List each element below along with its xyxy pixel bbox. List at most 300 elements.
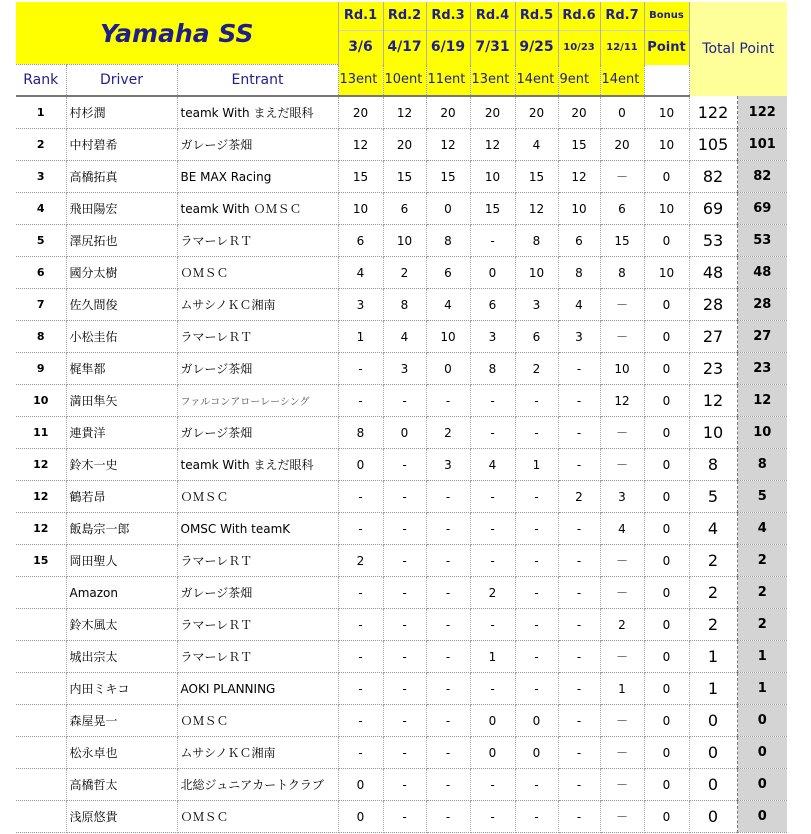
- adjusted-total-cell: 1: [737, 673, 787, 705]
- round-5-points-cell: -: [515, 545, 558, 577]
- round-1-points-cell: 15: [338, 161, 383, 193]
- round-2-points-cell: 10: [383, 225, 426, 257]
- bonus-cell: 10: [644, 257, 689, 289]
- round-1-points-cell: -: [338, 353, 383, 385]
- driver-cell: 高橋哲太: [66, 769, 177, 801]
- round-4-points-cell: -: [470, 385, 515, 417]
- entrant-cell: ガレージ茶畑: [177, 417, 338, 449]
- entrant-cell: ＯＭＳＣ: [177, 257, 338, 289]
- round-4-entries: 13ent: [470, 65, 515, 97]
- rank-cell: 4: [16, 193, 66, 225]
- round-2-points-cell: -: [383, 449, 426, 481]
- rank-cell: 3: [16, 161, 66, 193]
- round-5-points-cell: -: [515, 641, 558, 673]
- entrant-cell: BE MAX Racing: [177, 161, 338, 193]
- adjusted-total-cell: 12: [737, 385, 787, 417]
- round-4-points-cell: 8: [470, 353, 515, 385]
- round-2-points-cell: -: [383, 801, 426, 833]
- rank-cell: 11: [16, 417, 66, 449]
- bonus-cell: 0: [644, 481, 689, 513]
- table-row: [16, 545, 787, 577]
- round-6-points-cell: 6: [558, 225, 600, 257]
- bonus-header: Bonus Point: [644, 2, 689, 65]
- round-7-points-cell: 12: [600, 385, 644, 417]
- round-2-points-cell: 3: [383, 353, 426, 385]
- round-1-points-cell: -: [338, 737, 383, 769]
- driver-cell: 鈴木一史: [66, 449, 177, 481]
- round-1-points-cell: 2: [338, 545, 383, 577]
- table-row: [16, 609, 787, 641]
- table-row: [16, 577, 787, 609]
- round-7-points-cell: 1: [600, 673, 644, 705]
- round-4-points-cell: 0: [470, 257, 515, 289]
- round-3-points-cell: 3: [426, 449, 470, 481]
- round-4-points-cell: 6: [470, 289, 515, 321]
- rank-cell: 1: [16, 96, 66, 129]
- round-4-points-cell: -: [470, 225, 515, 257]
- round-2-points-cell: -: [383, 673, 426, 705]
- round-4-points-cell: 10: [470, 161, 515, 193]
- round-2-points-cell: -: [383, 737, 426, 769]
- round-2-points-cell: 20: [383, 129, 426, 161]
- round-4-points-cell: -: [470, 609, 515, 641]
- total-cell: 10: [689, 417, 737, 449]
- round-1-points-cell: 4: [338, 257, 383, 289]
- adjusted-total-cell: 2: [737, 609, 787, 641]
- rank-cell: [16, 737, 66, 769]
- entrant-cell: ガレージ茶畑: [177, 129, 338, 161]
- table-row: [16, 161, 787, 193]
- round-2-points-cell: 0: [383, 417, 426, 449]
- adjusted-total-cell: 122: [737, 96, 787, 129]
- entrant-cell: ムサシノＫＣ湘南: [177, 289, 338, 321]
- round-5-points-cell: 8: [515, 225, 558, 257]
- rank-cell: 15: [16, 545, 66, 577]
- round-7-points-cell: 6: [600, 193, 644, 225]
- table-row: [16, 481, 787, 513]
- round-5-points-cell: 2: [515, 353, 558, 385]
- round-5-points-cell: 20: [515, 96, 558, 129]
- adjusted-total-cell: 4: [737, 513, 787, 545]
- round-6-header: Rd.6 10/23: [558, 2, 600, 65]
- total-cell: 2: [689, 577, 737, 609]
- round-7-points-cell: －: [600, 161, 644, 193]
- round-4-points-cell: -: [470, 513, 515, 545]
- round-3-points-cell: -: [426, 705, 470, 737]
- round-6-points-cell: -: [558, 609, 600, 641]
- round-4-points-cell: -: [470, 769, 515, 801]
- round-6-points-cell: -: [558, 577, 600, 609]
- round-3-points-cell: -: [426, 609, 470, 641]
- adjusted-total-cell: 27: [737, 321, 787, 353]
- driver-cell: 飛田陽宏: [66, 193, 177, 225]
- bonus-cell: 0: [644, 545, 689, 577]
- round-1-points-cell: -: [338, 577, 383, 609]
- rank-header: Rank: [16, 65, 66, 97]
- round-3-points-cell: -: [426, 673, 470, 705]
- round-5-points-cell: 1: [515, 449, 558, 481]
- entrant-cell: ガレージ茶畑: [177, 577, 338, 609]
- adjusted-total-cell: 82: [737, 161, 787, 193]
- round-5-points-cell: -: [515, 609, 558, 641]
- total-cell: 2: [689, 609, 737, 641]
- adjusted-total-cell: 28: [737, 289, 787, 321]
- series-title: Yamaha SS: [16, 2, 338, 65]
- driver-cell: 浅原悠貴: [66, 801, 177, 833]
- round-6-points-cell: -: [558, 545, 600, 577]
- table-row: [16, 737, 787, 769]
- adjusted-total-cell: 10: [737, 417, 787, 449]
- round-6-points-cell: -: [558, 769, 600, 801]
- round-7-points-cell: 4: [600, 513, 644, 545]
- total-cell: 28: [689, 289, 737, 321]
- rank-cell: 7: [16, 289, 66, 321]
- standings-rows: [16, 96, 787, 833]
- round-5-points-cell: -: [515, 673, 558, 705]
- adjusted-total-cell: 101: [737, 129, 787, 161]
- entrant-cell: ラマーレＲＴ: [177, 225, 338, 257]
- round-5-points-cell: 0: [515, 705, 558, 737]
- total-cell: 82: [689, 161, 737, 193]
- table-row: [16, 193, 787, 225]
- rank-cell: [16, 641, 66, 673]
- driver-cell: 鶴若昂: [66, 481, 177, 513]
- bonus-cell: 10: [644, 193, 689, 225]
- total-cell: 23: [689, 353, 737, 385]
- round-2-points-cell: -: [383, 577, 426, 609]
- round-5-points-cell: 15: [515, 161, 558, 193]
- rank-cell: 8: [16, 321, 66, 353]
- total-cell: 122: [689, 96, 737, 129]
- bonus-cell: 0: [644, 609, 689, 641]
- bonus-cell: 0: [644, 385, 689, 417]
- round-5-points-cell: 0: [515, 737, 558, 769]
- round-3-points-cell: -: [426, 385, 470, 417]
- round-5-points-cell: 4: [515, 129, 558, 161]
- total-cell: 0: [689, 737, 737, 769]
- adjusted-total-cell: 2: [737, 545, 787, 577]
- rank-cell: 10: [16, 385, 66, 417]
- round-7-points-cell: 15: [600, 225, 644, 257]
- total-cell: 1: [689, 673, 737, 705]
- round-7-points-cell: －: [600, 801, 644, 833]
- round-6-points-cell: -: [558, 385, 600, 417]
- rank-cell: 2: [16, 129, 66, 161]
- round-2-points-cell: 12: [383, 96, 426, 129]
- round-5-points-cell: -: [515, 513, 558, 545]
- driver-cell: 松永卓也: [66, 737, 177, 769]
- round-7-points-cell: －: [600, 705, 644, 737]
- adjusted-total-cell: 0: [737, 769, 787, 801]
- bonus-cell: 0: [644, 353, 689, 385]
- round-3-points-cell: 4: [426, 289, 470, 321]
- rank-cell: [16, 577, 66, 609]
- bonus-cell: 0: [644, 321, 689, 353]
- total-cell: 105: [689, 129, 737, 161]
- round-6-points-cell: -: [558, 737, 600, 769]
- round-6-points-cell: -: [558, 801, 600, 833]
- table-row: [16, 705, 787, 737]
- driver-cell: 城出宗太: [66, 641, 177, 673]
- round-1-points-cell: -: [338, 705, 383, 737]
- round-1-points-cell: 10: [338, 193, 383, 225]
- driver-cell: 内田ミキコ: [66, 673, 177, 705]
- entrant-cell: ガレージ茶畑: [177, 353, 338, 385]
- round-1-points-cell: 8: [338, 417, 383, 449]
- round-1-points-cell: 1: [338, 321, 383, 353]
- round-3-points-cell: -: [426, 769, 470, 801]
- entrant-cell: ＯＭＳＣ: [177, 481, 338, 513]
- round-4-points-cell: 3: [470, 321, 515, 353]
- bonus-cell: 0: [644, 769, 689, 801]
- entrant-cell: ＯＭＳＣ: [177, 705, 338, 737]
- table-row: [16, 769, 787, 801]
- table-row: [16, 129, 787, 161]
- round-6-points-cell: 8: [558, 257, 600, 289]
- round-6-points-cell: -: [558, 449, 600, 481]
- round-3-points-cell: 2: [426, 417, 470, 449]
- bonus-cell: 0: [644, 449, 689, 481]
- adjusted-total-cell: 0: [737, 737, 787, 769]
- entrant-cell: ファルコンアローレーシング: [177, 385, 338, 417]
- driver-cell: 梶隼都: [66, 353, 177, 385]
- round-6-points-cell: -: [558, 353, 600, 385]
- table-row: [16, 321, 787, 353]
- round-2-points-cell: 15: [383, 161, 426, 193]
- entrant-cell: teamk With まえだ眼科: [177, 449, 338, 481]
- round-6-points-cell: -: [558, 673, 600, 705]
- round-2-points-cell: -: [383, 609, 426, 641]
- round-2-points-cell: -: [383, 705, 426, 737]
- bonus-cell: 0: [644, 513, 689, 545]
- round-3-points-cell: -: [426, 577, 470, 609]
- bonus-cell: 0: [644, 801, 689, 833]
- driver-header: Driver: [66, 65, 177, 97]
- round-5-points-cell: 10: [515, 257, 558, 289]
- adjusted-total-cell: 5: [737, 481, 787, 513]
- driver-cell: 高橋拓真: [66, 161, 177, 193]
- rank-cell: [16, 609, 66, 641]
- round-3-points-cell: 0: [426, 193, 470, 225]
- round-6-entries: 9ent: [558, 65, 600, 97]
- round-2-entries: 10ent: [383, 65, 426, 97]
- driver-cell: 國分太樹: [66, 257, 177, 289]
- total-cell: 53: [689, 225, 737, 257]
- round-6-points-cell: -: [558, 705, 600, 737]
- round-6-points-cell: 20: [558, 96, 600, 129]
- standings-table: [16, 2, 787, 833]
- round-2-points-cell: 4: [383, 321, 426, 353]
- round-7-points-cell: －: [600, 321, 644, 353]
- total-cell: 12: [689, 385, 737, 417]
- round-6-points-cell: 10: [558, 193, 600, 225]
- bonus-cell: 10: [644, 96, 689, 129]
- round-2-points-cell: 2: [383, 257, 426, 289]
- round-7-points-cell: 0: [600, 96, 644, 129]
- bonus-cell: 0: [644, 289, 689, 321]
- driver-cell: 飯島宗一郎: [66, 513, 177, 545]
- total-cell: 8: [689, 449, 737, 481]
- round-5-points-cell: -: [515, 769, 558, 801]
- rank-cell: [16, 705, 66, 737]
- round-1-points-cell: 20: [338, 96, 383, 129]
- round-3-points-cell: -: [426, 737, 470, 769]
- entrant-cell: 北総ジュニアカートクラブ: [177, 769, 338, 801]
- adjusted-total-cell: 48: [737, 257, 787, 289]
- driver-cell: 満田隼矢: [66, 385, 177, 417]
- adjusted-total-cell: 69: [737, 193, 787, 225]
- entrant-cell: teamk With ＯＭＳＣ: [177, 193, 338, 225]
- driver-cell: 中村碧希: [66, 129, 177, 161]
- bonus-cell: 0: [644, 737, 689, 769]
- round-5-points-cell: -: [515, 417, 558, 449]
- bonus-cell: 0: [644, 641, 689, 673]
- total-cell: 1: [689, 641, 737, 673]
- round-7-points-cell: －: [600, 769, 644, 801]
- round-2-points-cell: -: [383, 545, 426, 577]
- round-6-points-cell: 3: [558, 321, 600, 353]
- round-1-points-cell: 0: [338, 769, 383, 801]
- header-row-rounds: [16, 2, 787, 65]
- entrant-cell: ラマーレＲＴ: [177, 321, 338, 353]
- rank-cell: 12: [16, 513, 66, 545]
- driver-cell: 佐久間俊: [66, 289, 177, 321]
- total-cell: 69: [689, 193, 737, 225]
- total-cell: 0: [689, 801, 737, 833]
- round-6-points-cell: -: [558, 417, 600, 449]
- round-3-header: Rd.3 6/19: [426, 2, 470, 65]
- bonus-cell: 0: [644, 161, 689, 193]
- adjusted-total-cell: 2: [737, 577, 787, 609]
- rank-cell: 9: [16, 353, 66, 385]
- round-7-points-cell: －: [600, 737, 644, 769]
- round-7-entries: 14ent: [600, 65, 644, 97]
- driver-cell: 連貴洋: [66, 417, 177, 449]
- rank-cell: 6: [16, 257, 66, 289]
- round-3-points-cell: 20: [426, 96, 470, 129]
- adjusted-total-cell: 53: [737, 225, 787, 257]
- round-4-points-cell: -: [470, 481, 515, 513]
- round-2-points-cell: 8: [383, 289, 426, 321]
- total-cell: 4: [689, 513, 737, 545]
- adjusted-total-cell: 1: [737, 641, 787, 673]
- rank-cell: [16, 801, 66, 833]
- driver-cell: 森屋晃一: [66, 705, 177, 737]
- entrant-cell: teamk With まえだ眼科: [177, 96, 338, 129]
- round-6-points-cell: 12: [558, 161, 600, 193]
- round-7-points-cell: －: [600, 577, 644, 609]
- round-1-points-cell: -: [338, 641, 383, 673]
- round-5-points-cell: 12: [515, 193, 558, 225]
- round-6-points-cell: -: [558, 513, 600, 545]
- round-1-points-cell: -: [338, 513, 383, 545]
- round-2-points-cell: -: [383, 385, 426, 417]
- round-2-points-cell: -: [383, 769, 426, 801]
- round-4-points-cell: 15: [470, 193, 515, 225]
- round-4-points-cell: 20: [470, 96, 515, 129]
- round-3-points-cell: -: [426, 481, 470, 513]
- round-3-points-cell: 15: [426, 161, 470, 193]
- adjusted-total-cell: 0: [737, 801, 787, 833]
- round-3-points-cell: 10: [426, 321, 470, 353]
- round-1-points-cell: 6: [338, 225, 383, 257]
- table-row: [16, 385, 787, 417]
- round-2-points-cell: -: [383, 513, 426, 545]
- total-cell: 0: [689, 769, 737, 801]
- entrant-cell: ラマーレＲＴ: [177, 545, 338, 577]
- round-7-points-cell: 2: [600, 609, 644, 641]
- round-7-points-cell: 10: [600, 353, 644, 385]
- round-1-points-cell: 0: [338, 801, 383, 833]
- round-5-points-cell: -: [515, 481, 558, 513]
- total-cell: 5: [689, 481, 737, 513]
- bonus-cell: 10: [644, 129, 689, 161]
- bonus-cell: 0: [644, 673, 689, 705]
- round-3-points-cell: -: [426, 545, 470, 577]
- round-1-points-cell: -: [338, 673, 383, 705]
- round-1-entries: 13ent: [338, 65, 383, 97]
- bonus-cell: 0: [644, 417, 689, 449]
- table-row: [16, 417, 787, 449]
- round-3-points-cell: -: [426, 513, 470, 545]
- round-7-points-cell: －: [600, 417, 644, 449]
- total-cell: 48: [689, 257, 737, 289]
- entrant-cell: AOKI PLANNING: [177, 673, 338, 705]
- round-4-points-cell: 0: [470, 705, 515, 737]
- round-3-points-cell: 8: [426, 225, 470, 257]
- entrant-cell: ムサシノＫＣ湘南: [177, 737, 338, 769]
- round-6-points-cell: -: [558, 641, 600, 673]
- round-4-points-cell: 0: [470, 737, 515, 769]
- round-5-points-cell: 6: [515, 321, 558, 353]
- driver-cell: 村杉潤: [66, 96, 177, 129]
- table-row: [16, 449, 787, 481]
- round-6-points-cell: 4: [558, 289, 600, 321]
- round-3-points-cell: 0: [426, 353, 470, 385]
- round-2-header: Rd.2 4/17: [383, 2, 426, 65]
- table-row: [16, 801, 787, 833]
- table-row: [16, 96, 787, 129]
- bonus-entries-blank: [644, 65, 689, 97]
- round-7-points-cell: －: [600, 289, 644, 321]
- rank-cell: 5: [16, 225, 66, 257]
- table-row: [16, 641, 787, 673]
- adjusted-total-cell: 23: [737, 353, 787, 385]
- total-cell: 0: [689, 705, 737, 737]
- header-row-columns: [16, 65, 787, 97]
- rank-cell: [16, 769, 66, 801]
- round-1-header: Rd.1 3/6: [338, 2, 383, 65]
- round-4-points-cell: 2: [470, 577, 515, 609]
- round-1-points-cell: 12: [338, 129, 383, 161]
- round-1-points-cell: -: [338, 609, 383, 641]
- table-row: [16, 225, 787, 257]
- total-point-header: Total Point: [689, 2, 787, 96]
- rank-cell: [16, 673, 66, 705]
- bonus-cell: 0: [644, 705, 689, 737]
- round-3-points-cell: -: [426, 801, 470, 833]
- table-row: [16, 353, 787, 385]
- round-5-points-cell: -: [515, 385, 558, 417]
- round-5-points-cell: 3: [515, 289, 558, 321]
- table-row: [16, 513, 787, 545]
- bonus-cell: 0: [644, 577, 689, 609]
- driver-cell: 鈴木風太: [66, 609, 177, 641]
- round-2-points-cell: -: [383, 641, 426, 673]
- round-3-points-cell: -: [426, 641, 470, 673]
- bonus-cell: 0: [644, 225, 689, 257]
- round-1-points-cell: -: [338, 385, 383, 417]
